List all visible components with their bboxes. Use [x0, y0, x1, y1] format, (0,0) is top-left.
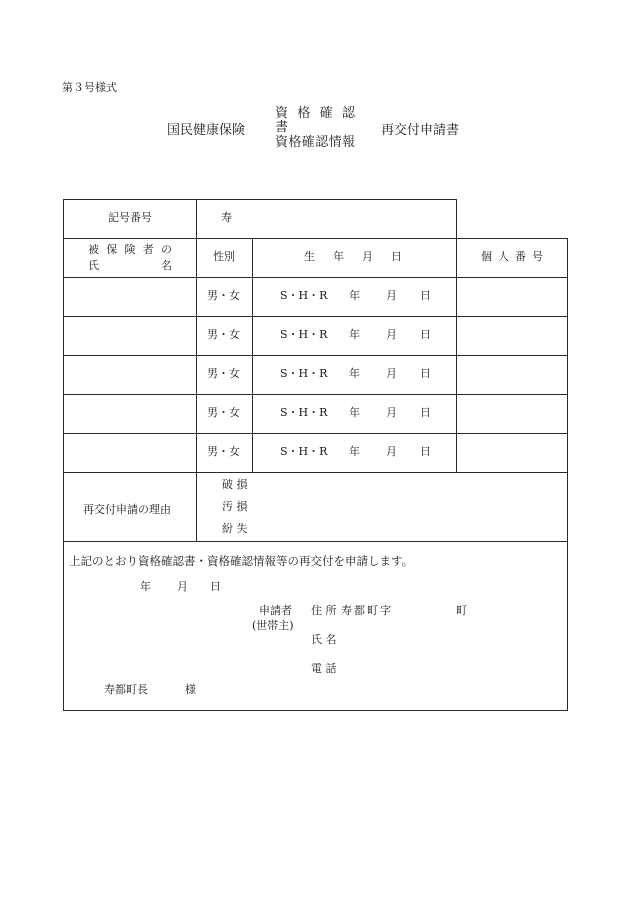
- address-label: 住 所: [311, 604, 337, 617]
- era-options: S・H・R: [280, 367, 328, 380]
- month-label: 月: [386, 328, 397, 341]
- era-options: S・H・R: [280, 445, 328, 458]
- reason-soiled: 汚 損: [222, 500, 248, 513]
- address-prefix: 寿都町字: [341, 604, 393, 617]
- month-label: 月: [386, 406, 397, 419]
- gender-options: 男・女: [207, 289, 240, 302]
- month-label: 月: [386, 367, 397, 380]
- gender-options: 男・女: [207, 445, 240, 458]
- table-row: [0, 394, 630, 433]
- date-day-label: 日: [210, 580, 221, 593]
- month-label: 月: [386, 445, 397, 458]
- year-label: 年: [349, 367, 360, 380]
- phone-label: 電 話: [311, 662, 337, 675]
- title-left: 国民健康保険: [167, 123, 246, 138]
- title-middle-bottom: 資格確認情報: [275, 135, 355, 150]
- era-options: S・H・R: [280, 328, 328, 341]
- name-label: 氏 名: [311, 633, 337, 646]
- reissue-reason-label: 再交付申請の理由: [83, 503, 171, 516]
- year-label: 年: [349, 289, 360, 302]
- address-suffix: 町: [456, 604, 467, 617]
- table-rule: [63, 199, 457, 200]
- form-number: 第３号様式: [62, 81, 117, 94]
- symbol-number-value: 寿: [221, 211, 232, 224]
- gender-options: 男・女: [207, 406, 240, 419]
- symbol-number-label: 記号番号: [108, 211, 152, 224]
- day-label: 日: [420, 289, 431, 302]
- day-label: 日: [420, 328, 431, 341]
- householder-label: (世帯主): [252, 619, 294, 632]
- honorific: 様: [185, 683, 196, 696]
- day-label: 日: [420, 406, 431, 419]
- reason-damaged: 破 損: [222, 478, 248, 491]
- day-label: 日: [420, 445, 431, 458]
- header-insured-name-line2: 氏 名: [88, 259, 172, 272]
- table-row: [0, 355, 630, 394]
- addressee: 寿都町長: [104, 683, 148, 696]
- gender-options: 男・女: [207, 367, 240, 380]
- title-right: 再交付申請書: [381, 123, 460, 138]
- day-label: 日: [420, 367, 431, 380]
- header-individual-number: 個 人 番 号: [481, 250, 543, 263]
- date-year-label: 年: [140, 580, 151, 593]
- era-options: S・H・R: [280, 406, 328, 419]
- title-middle-top: 資 格 確 認 書: [275, 106, 355, 135]
- applicant-label: 申請者: [259, 604, 292, 617]
- header-insured-name-line1: 被 保 険 者 の: [88, 243, 172, 256]
- reason-lost: 紛 失: [222, 522, 248, 535]
- gender-options: 男・女: [207, 328, 240, 341]
- table-rule: [63, 472, 568, 473]
- table-rule: [63, 541, 568, 542]
- header-gender: 性別: [213, 250, 235, 263]
- table-rule: [63, 710, 568, 711]
- table-row: [0, 277, 630, 316]
- era-options: S・H・R: [280, 289, 328, 302]
- month-label: 月: [386, 289, 397, 302]
- table-row: [0, 316, 630, 355]
- year-label: 年: [349, 328, 360, 341]
- table-rule: [63, 238, 568, 239]
- table-row: [0, 433, 630, 472]
- year-label: 年: [349, 406, 360, 419]
- date-month-label: 月: [177, 580, 188, 593]
- declaration-statement: 上記のとおり資格確認書・資格確認情報等の再交付を申請します。: [69, 554, 414, 568]
- year-label: 年: [349, 445, 360, 458]
- header-birth-date: 生 年 月 日: [304, 250, 402, 263]
